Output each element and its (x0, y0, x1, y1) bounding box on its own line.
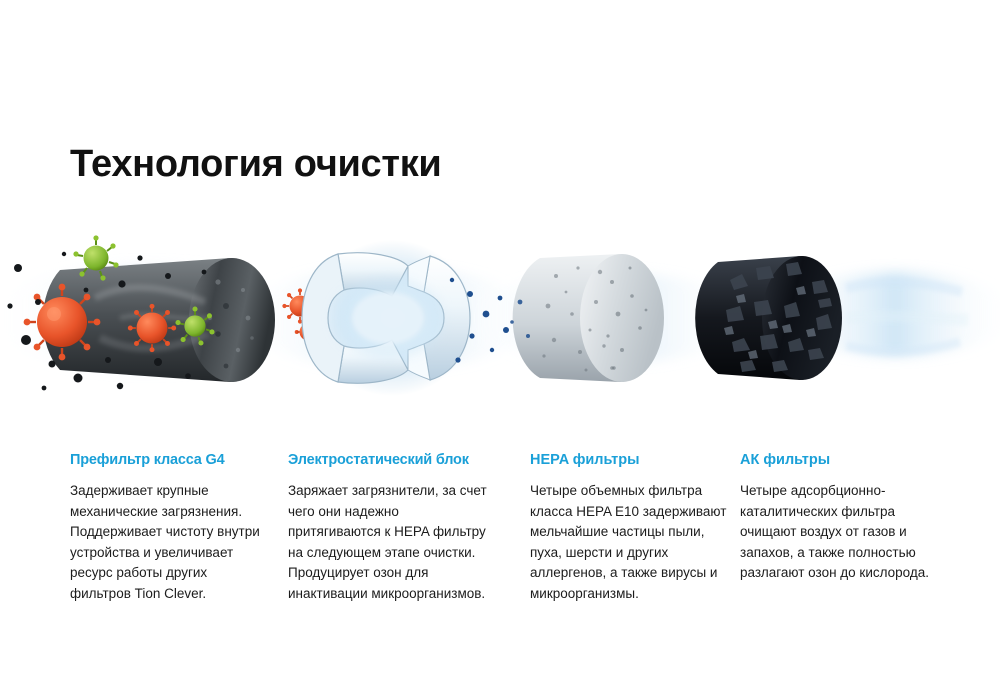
caption-columns (0, 452, 1000, 652)
caption-electrostatic-heading: Электростатический блок (288, 452, 469, 468)
caption-electrostatic-body: Заряжает загрязнители, за счет чего они надежно притягиваются к HEPA фильтру на следующем этапе очистки. Продуцирует озон для инактивации микроорганизмов. (288, 483, 487, 601)
stage-prefilter-graphic (7, 235, 321, 390)
page-title: Технология очистки (70, 143, 442, 186)
caption-hepa (530, 452, 730, 604)
caption-prefilter-heading: Префильтр класса G4 (70, 452, 225, 468)
caption-carbon-heading: АК фильтры (740, 452, 831, 468)
caption-carbon (740, 452, 955, 584)
filtration-stages-svg (0, 210, 1000, 425)
filtration-illustration (0, 210, 1000, 425)
caption-carbon-body: Четыре адсорбционно-каталитических фильтра очищают воздух от газов и запахов, а также полностью разлагают озон до кислорода. (740, 483, 930, 581)
stage-hepa-graphic (510, 254, 664, 382)
caption-electrostatic (288, 452, 488, 604)
caption-hepa-body: Четыре объемных фильтра класса HEPA E10 задерживают мельчайшие частицы пыли, пуха, шерсти и других аллергенов, а также вирусы и микроорганизмы. (530, 483, 727, 601)
caption-hepa-heading: HEPA фильтры (530, 452, 640, 468)
caption-prefilter (70, 452, 270, 604)
caption-prefilter-body: Задерживает крупные механические загрязнения. Поддерживает чистоту внутри устройства и увеличивает ресурс работы других фильтров Tion Clever. (70, 483, 260, 601)
